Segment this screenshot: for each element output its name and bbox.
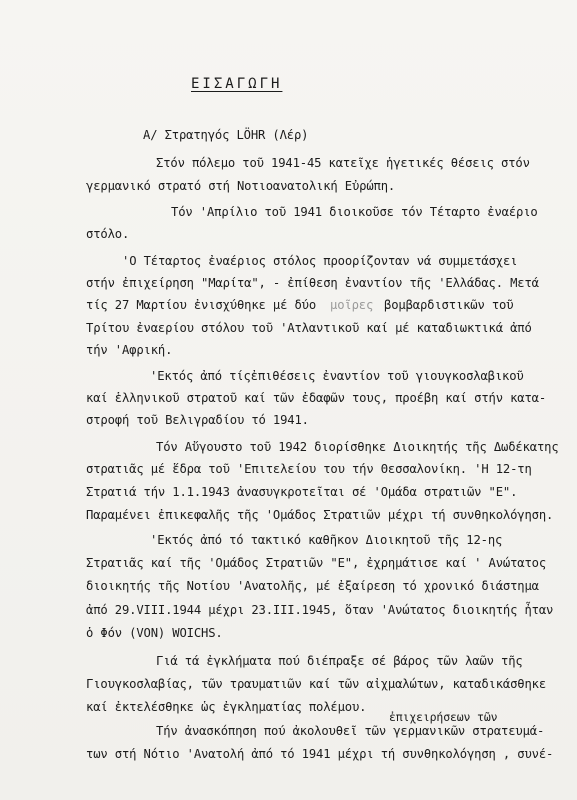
text-line: Τρίτου ἐναερίου στόλου τοῦ 'Ατλαντικοῦ καί μέ καταδιωκτικά ἀπό <box>86 321 532 335</box>
text-line: στρατιᾶς μέ ἕδρα τοῦ 'Επιτελείου του τήν Θεσσαλονίκη. 'Η 12-τη <box>86 462 532 476</box>
text-line: Στρατιά τήν 1.1.1943 ἀνασυγκροτεῖται σέ 'Ομάδα στρατιῶν "Ε". <box>86 485 518 499</box>
text-line: Στόν πόλεμο τοῦ 1941-45 κατεῖχε ἡγετικές θέσεις στόν <box>156 156 530 170</box>
text-line: ὁ Φόν (VON) WOICHS. <box>86 626 223 640</box>
text-line: διοικητής τῆς Νοτίου 'Ανατολῆς, μέ ἐξαίρεση τό χρονικό διάστημα <box>86 579 539 593</box>
text-line: Τήν ἀνασκόπηση πού ἀκολουθεῖ τῶν γερμανικῶν στρατευμά- <box>156 724 545 738</box>
text-line: Τόν Αὔγουστο τοῦ 1942 διορίσθηκε Διοικητής τῆς Δωδέκατης <box>156 440 559 454</box>
text-line: 'Ο Τέταρτος ἐναέριος στόλος προορίζονταν νά συμμετάσχει <box>122 254 518 268</box>
text-line: Στρατιᾶς καί τῆς 'Ομάδος Στρατιῶν "Ε", ἐχρημάτισε καί ' Ανώτατος <box>86 556 546 570</box>
text-line: τίς 27 Μαρτίου ἐνισχύθηκε μέ δύο <box>86 298 316 312</box>
text-line: Γιουγκοσλαβίας, τῶν τραυματιῶν καί τῶν αἰχμαλώτων, καταδικάσθηκε <box>86 677 546 691</box>
text-line: στόλο. <box>86 227 130 241</box>
text-line: 'Εκτός ἀπό τό τακτικό καθῆκον Διοικητοῦ τῆς 12-ης <box>150 533 503 547</box>
text-line: γερμανικό στρατό στή Νοτιοανατολική Εὐρώπη. <box>86 179 396 193</box>
text-line: 'Εκτός ἀπό τίςἐπιθέσεις ἐναντίον <box>150 369 380 383</box>
text-line: καί ἐκτελέσθηκε ὡς ἐγκληματίας πολέμου. <box>86 700 367 714</box>
interlinear-insertion: ἐπιχειρήσεων τῶν <box>389 710 498 724</box>
text-line: βομβαρδιστικῶν τοῦ <box>384 298 514 312</box>
text-line-faint: μοῖρες <box>330 298 374 312</box>
text-line: στήν ἐπιχείρηση "Μαρίτα", - ἐπίθεση ἐναντίον τῆς 'Ελλάδας. Μετά <box>86 276 539 290</box>
text-line: Γιά τά ἐγκλήματα πού διέπραξε σέ βάρος τῶν λαῶν τῆς <box>156 654 523 668</box>
text-line: καί ἑλληνικοῦ στρατοῦ καί τῶν ἐδαφῶν τους, προέβη καί στήν κατα- <box>86 391 546 405</box>
text-line: των στή Νότιο 'Ανατολή ἀπό τό 1941 μέχρι τή συνθηκολόγηση , συνέ- <box>86 747 554 761</box>
text-line: τοῦ γιουγκοσλαβικοῦ <box>387 369 524 383</box>
text-line: τήν 'Αφρική. <box>86 343 173 357</box>
text-line: ἀπό 29.VIII.1944 μέχρι 23.III.1945, ὅταν 'Ανώτατος διοικητής ἦταν <box>86 603 554 617</box>
document-title: ΕΙΣΑΓΩΓΗ <box>191 76 283 92</box>
text-line: Παραμένει ἐπικεφαλῆς τῆς 'Ομάδος Στρατιῶν μέχρι τή συνθηκολόγηση. <box>86 508 554 522</box>
text-line: Τόν 'Απρίλιο τοῦ 1941 διοικοῦσε τόν Τέταρτο ἐναέριο <box>171 205 538 219</box>
text-line: στροφή τοῦ Βελιγραδίου τό 1941. <box>86 413 309 427</box>
section-heading: Α/ Στρατηγός LÖHR (Λέρ) <box>143 128 309 142</box>
